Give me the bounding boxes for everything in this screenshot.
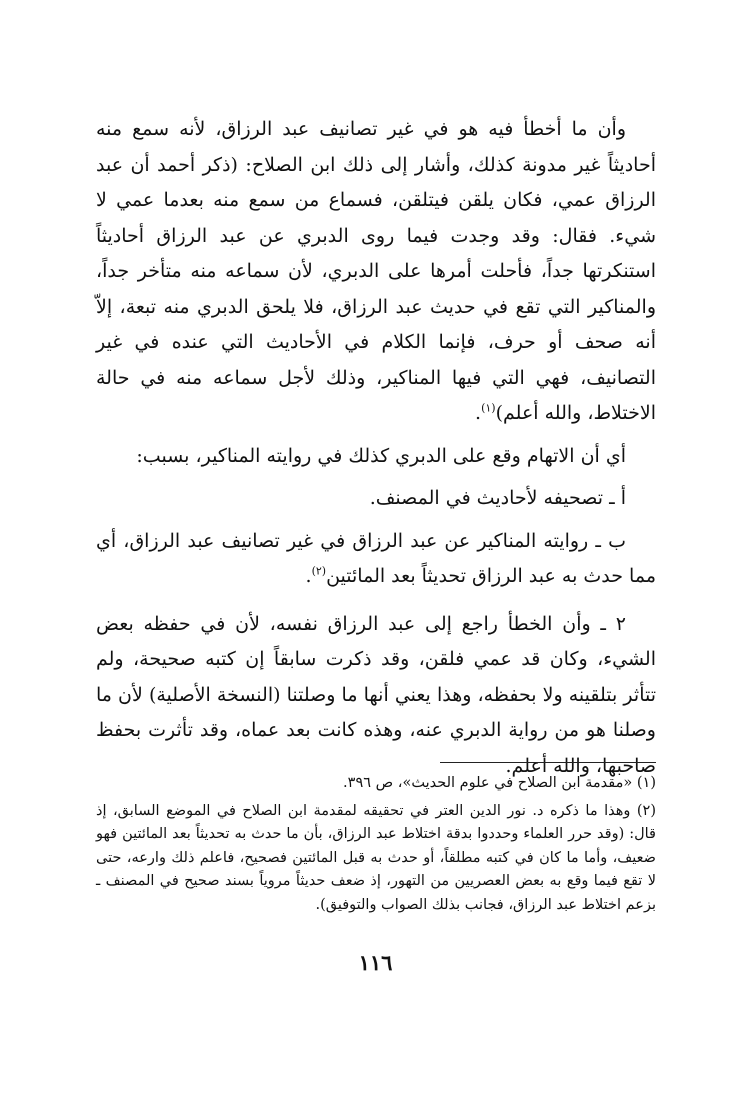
paragraph-1 xyxy=(96,112,656,432)
paragraph-1-text: وأن ما أخطأ فيه هو في غير تصانيف عبد الرزاق، لأنه سمع منه أحاديثاً غير مدونة كذلك، وأشار إلى ذلك ابن الصلاح: (ذكر أحمد أن عبد الرزاق عمي، فكان يلقن فيتلقن، فسماع من سمع منه بعدما عمي لا شيء. فقال: وقد وجدت فيما روى الدبري عن عبد الرزاق أحاديثاً استنكرتها جداً، فأحلت أمرها على الدبري، لأن سماعه منه متأخر جداً، والمناكير التي تقع في حديث عبد الرزاق، فلا يلحق الدبري منه تبعة، إلاّ أنه صحف أو حرف، فإنما الكلام في الأحاديث التي عنده في غير التصانيف، فهي التي فيها المناكير، وذلك لأجل سماعه منه في حالة الاختلاط، والله أعلم) xyxy=(96,118,656,424)
footnote-ref-2: (٢) xyxy=(311,564,327,578)
list-item-b xyxy=(96,524,656,595)
footnote-divider xyxy=(440,762,656,763)
list-item-b-text: ب ـ روايته المناكير عن عبد الرزاق في غير تصانيف عبد الرزاق، أي مما حدث به عبد الرزاق تحديثاً بعد المائتين xyxy=(96,529,656,587)
main-text xyxy=(96,112,656,784)
footnotes xyxy=(96,772,656,917)
list-item-a: أ ـ تصحيفه لأحاديث في المصنف. xyxy=(369,487,626,509)
list-item-b-end: . xyxy=(305,565,312,587)
page-number: ١١٦ xyxy=(358,950,393,975)
paragraph-point-2: ٢ ـ وأن الخطأ راجع إلى عبد الرزاق نفسه، لأن في حفظه بعض الشيء، وكان قد عمي فلقن، وقد ذكرت سابقاً إن كتبه صحيحة، ولم تتأثر بتلقينه ولا بحفظه، وهذا يعني أنها ما وصلتنا (النسخة الأصلية) لأن ما وصلنا هو من رواية الدبري عنه، وهذه كانت بعد عماه، وقد تأثرت بحفظ صاحبها، والله أعلم. xyxy=(96,612,656,777)
paragraph-1-end: . xyxy=(475,402,482,424)
footnote-2: (٢) وهذا ما ذكره د. نور الدين العتر في تحقيقه لمقدمة ابن الصلاح في الموضع السابق، إذ قال: (وقد حرر العلماء وحددوا بدقة اختلاط عبد الرزاق، بأن ما حدث به تحديثاً بعد المائتين فهو ضعيف، وأما ما كان في كتبه مطلقاً، أو حدث به قبل المائتين فصحيح، فاعلم ذلك وارعه، حتى لا تقع فيما وقع به بعض العصريين من التهور، إذ ضعف حديثاً مروياً بسند صحيح في المصنف ـ بزعم اختلاط عبد الرزاق، فجانب بذلك الصواب والتوفيق). xyxy=(96,802,656,913)
footnote-ref-1: (١) xyxy=(481,401,496,415)
footnote-1: (١) «مقدمة ابن الصلاح في علوم الحديث»، ص ٣٩٦. xyxy=(343,775,656,791)
paragraph-2: أي أن الاتهام وقع على الدبري كذلك في روايته المناكير، بسبب: xyxy=(136,444,626,467)
